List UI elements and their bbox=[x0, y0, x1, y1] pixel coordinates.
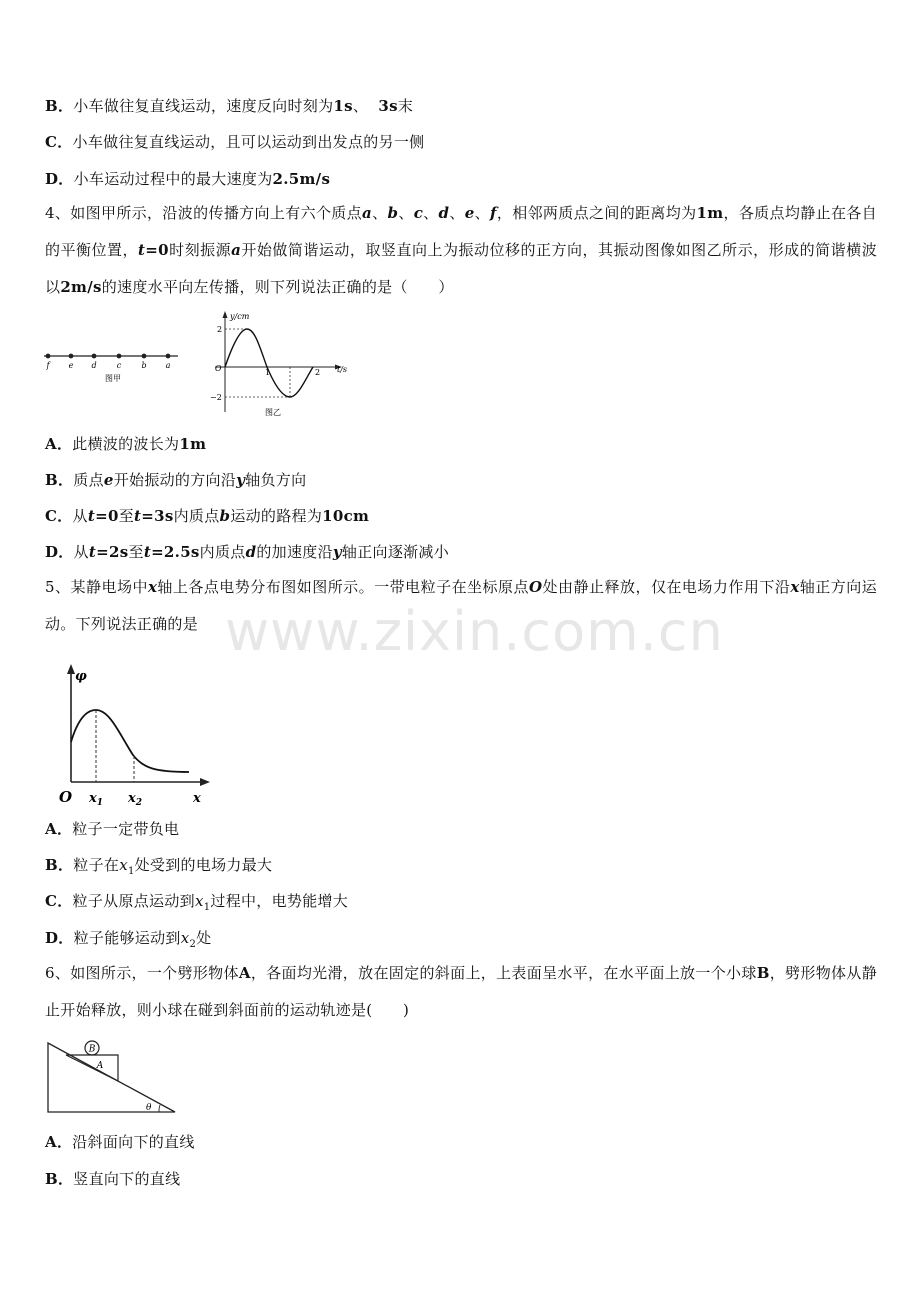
t-var: t bbox=[143, 543, 152, 561]
point-a: a bbox=[362, 204, 373, 222]
option-label: B． bbox=[45, 856, 74, 874]
option-text: 至 bbox=[118, 507, 135, 525]
particle-dot bbox=[92, 354, 97, 359]
q4-text-1: 4、如图甲所示，沿波的传播方向上有六个质点 bbox=[45, 204, 363, 222]
option-text: 过程中，电势能增大 bbox=[210, 892, 349, 910]
option-label: C． bbox=[45, 133, 73, 151]
particle-dot bbox=[69, 354, 74, 359]
y-tick-neg2: −2 bbox=[210, 393, 222, 402]
q5-stem bbox=[45, 569, 877, 643]
option-label: A． bbox=[45, 435, 73, 453]
q4-text-5: 开始做简谐运动，取竖直向上为振动位移的正方向，其振动图像如图乙所示，形成的简谐横波以 bbox=[45, 241, 877, 296]
option-text: 轴负方向 bbox=[245, 471, 307, 489]
t-value: =2s bbox=[96, 543, 129, 561]
y-arrow-icon bbox=[223, 311, 228, 318]
option-text: 沿斜面向下的直线 bbox=[72, 1133, 195, 1151]
t-value: =3s bbox=[141, 507, 174, 525]
x-axis-label: x bbox=[193, 791, 201, 806]
q4-option-d bbox=[45, 542, 449, 562]
option-text: 处 bbox=[196, 929, 212, 947]
separator: 、 bbox=[352, 97, 369, 115]
origin-label: O bbox=[215, 364, 222, 373]
t-var: t bbox=[134, 507, 142, 525]
distance: 1m bbox=[696, 204, 724, 222]
label-e: e bbox=[68, 361, 74, 370]
point-e: e bbox=[103, 471, 114, 489]
q3-option-c bbox=[45, 132, 424, 152]
particle-dot bbox=[166, 354, 171, 359]
figure-potential bbox=[55, 660, 215, 810]
q4-stem bbox=[45, 195, 877, 306]
option-text: 粒子在 bbox=[73, 856, 120, 874]
option-label: D． bbox=[45, 543, 74, 561]
figure-jia bbox=[40, 345, 185, 390]
q6-option-a bbox=[45, 1132, 195, 1152]
angle-arc bbox=[159, 1105, 160, 1112]
option-text: 小车做往复直线运动，速度反向时刻为 bbox=[73, 97, 334, 115]
t-zero: =0 bbox=[145, 241, 169, 259]
wave-speed: 2m/s bbox=[60, 278, 102, 296]
time-3s: 3s bbox=[378, 97, 398, 115]
sep: 、 bbox=[449, 204, 465, 222]
figure-wedge bbox=[42, 1035, 182, 1117]
q4-option-b bbox=[45, 470, 306, 490]
q5-text-3: 处由静止释放，仅在电场力作用下沿 bbox=[542, 578, 791, 596]
point-b: b bbox=[387, 204, 399, 222]
block-label: A bbox=[96, 1061, 104, 1071]
point-f: f bbox=[490, 204, 497, 222]
point-d: d bbox=[245, 543, 257, 561]
option-text: 从 bbox=[72, 507, 88, 525]
option-label: C． bbox=[45, 892, 73, 910]
q4-option-c bbox=[45, 506, 369, 526]
q6-text-1: 6、如图所示，一个劈形物体 bbox=[45, 964, 239, 982]
subscript: 2 bbox=[189, 939, 197, 950]
x-var: x bbox=[194, 892, 204, 910]
option-end: 末 bbox=[397, 97, 414, 115]
q5-text-1: 5、某静电场中 bbox=[45, 578, 148, 596]
option-text: 从 bbox=[73, 543, 89, 561]
option-text: 粒子从原点运动到 bbox=[72, 892, 195, 910]
max-speed: 2.5m/s bbox=[272, 170, 331, 188]
y-var: y bbox=[332, 543, 342, 561]
figure-yi bbox=[205, 308, 355, 420]
q4-text-6: 的速度水平向左传播，则下列说法正确的是（ ） bbox=[101, 278, 454, 296]
q4-option-a bbox=[45, 434, 206, 454]
t-var: t bbox=[88, 543, 97, 561]
option-text: 粒子能够运动到 bbox=[73, 929, 181, 947]
option-text: 内质点 bbox=[199, 543, 246, 561]
q5-text-4: 轴正方向运动。下列说法正确的是 bbox=[45, 578, 877, 633]
time-1s: 1s bbox=[333, 97, 353, 115]
label-a: a bbox=[165, 361, 171, 370]
caption-jia: 图甲 bbox=[105, 374, 121, 383]
y-var: y bbox=[236, 471, 246, 489]
wavelength: 1m bbox=[179, 435, 207, 453]
option-text: 粒子一定带负电 bbox=[72, 820, 180, 838]
t-label: t/s bbox=[337, 365, 348, 374]
subscript: 1 bbox=[203, 902, 211, 913]
t-value: =2.5s bbox=[151, 543, 200, 561]
x2-label: $x_2$ bbox=[128, 791, 143, 808]
caption-yi: 图乙 bbox=[265, 408, 281, 417]
option-label: A． bbox=[45, 820, 73, 838]
wedge-block bbox=[66, 1055, 118, 1081]
option-label: B． bbox=[45, 471, 74, 489]
option-text: 处受到的电场力最大 bbox=[134, 856, 273, 874]
option-text: 至 bbox=[128, 543, 144, 561]
particle-dot bbox=[117, 354, 122, 359]
label-b: b bbox=[141, 361, 147, 370]
option-text: 小车做往复直线运动，且可以运动到出发点的另一侧 bbox=[72, 133, 425, 151]
y-tick-2: 2 bbox=[217, 325, 223, 334]
option-text: 轴正向逐渐减小 bbox=[341, 543, 450, 561]
option-label: D． bbox=[45, 929, 74, 947]
y-label: y/cm bbox=[230, 312, 250, 321]
sep: 、 bbox=[372, 204, 388, 222]
q6-stem bbox=[45, 955, 877, 1029]
label-c: c bbox=[116, 361, 122, 370]
particle-dot bbox=[142, 354, 147, 359]
option-text: 质点 bbox=[73, 471, 104, 489]
option-text: 的加速度沿 bbox=[256, 543, 333, 561]
label-f: f bbox=[46, 361, 50, 370]
option-text: 开始振动的方向沿 bbox=[113, 471, 237, 489]
angle-label: θ bbox=[146, 1103, 152, 1113]
x-var: x bbox=[147, 578, 158, 596]
t-tick-1: 1 bbox=[265, 368, 271, 377]
q6-text-2: ，各面均光滑，放在固定的斜面上，上表面呈水平，在水平面上放一个小球 bbox=[250, 964, 757, 982]
q3-option-d bbox=[45, 169, 330, 189]
phi-label: φ bbox=[75, 669, 87, 684]
point-d: d bbox=[438, 204, 450, 222]
wedge-A: A bbox=[238, 964, 251, 982]
subscript: 1 bbox=[127, 866, 135, 877]
option-label: B． bbox=[45, 97, 74, 115]
option-text: 此横波的波长为 bbox=[72, 435, 180, 453]
q5-option-c bbox=[45, 891, 348, 918]
q5-option-a bbox=[45, 819, 179, 839]
option-label: B． bbox=[45, 1170, 74, 1188]
q6-text-3: ，劈形物体从静止开始释放，则小球在碰到斜面前的运动轨迹是( ) bbox=[45, 964, 878, 1019]
vibration-curve bbox=[225, 329, 313, 397]
potential-curve bbox=[71, 710, 189, 772]
option-text: 运动的路程为 bbox=[230, 507, 323, 525]
label-d: d bbox=[91, 361, 97, 370]
point-b: b bbox=[219, 507, 231, 525]
point-e: e bbox=[464, 204, 475, 222]
particle-dot bbox=[46, 354, 51, 359]
source-a: a bbox=[231, 241, 242, 259]
option-label: C． bbox=[45, 507, 73, 525]
t-var: t bbox=[138, 241, 146, 259]
ball-label: B bbox=[88, 1044, 96, 1055]
q4-text-4: 时刻振源 bbox=[168, 241, 232, 259]
watermark: www.zixin.com.cn bbox=[225, 600, 724, 663]
point-c: c bbox=[413, 204, 424, 222]
x1-label: $x_1$ bbox=[89, 791, 104, 808]
option-text: 竖直向下的直线 bbox=[73, 1170, 181, 1188]
x-arrow-icon bbox=[200, 778, 210, 786]
q5-option-d bbox=[45, 928, 211, 955]
origin-O: O bbox=[529, 578, 543, 596]
option-text: 小车运动过程中的最大速度为 bbox=[73, 170, 273, 188]
q4-text-2: ，相邻两质点之间的距离均为 bbox=[496, 204, 697, 222]
x-var: x bbox=[180, 929, 190, 947]
t-var: t bbox=[87, 507, 96, 525]
q3-option-b bbox=[45, 96, 413, 116]
q5-option-b bbox=[45, 855, 272, 882]
q6-option-b bbox=[45, 1169, 180, 1189]
sep: 、 bbox=[423, 204, 439, 222]
path-length: 10cm bbox=[322, 507, 370, 525]
sep: 、 bbox=[474, 204, 491, 222]
q4-text-3: ，各质点均静止在各自的平衡位置， bbox=[45, 204, 877, 259]
origin-label: O bbox=[59, 788, 73, 806]
ball-B: B bbox=[756, 964, 770, 982]
t-value: =0 bbox=[95, 507, 119, 525]
option-label: D． bbox=[45, 170, 74, 188]
option-label: A． bbox=[45, 1133, 73, 1151]
phi-arrow-icon bbox=[67, 664, 75, 674]
x-var: x bbox=[119, 856, 128, 874]
q5-text-2: 轴上各点电势分布图如图所示。一带电粒子在坐标原点 bbox=[157, 578, 529, 596]
sep: 、 bbox=[398, 204, 414, 222]
option-text: 内质点 bbox=[173, 507, 220, 525]
t-tick-2: 2 bbox=[315, 368, 321, 377]
x-var: x bbox=[790, 578, 800, 596]
